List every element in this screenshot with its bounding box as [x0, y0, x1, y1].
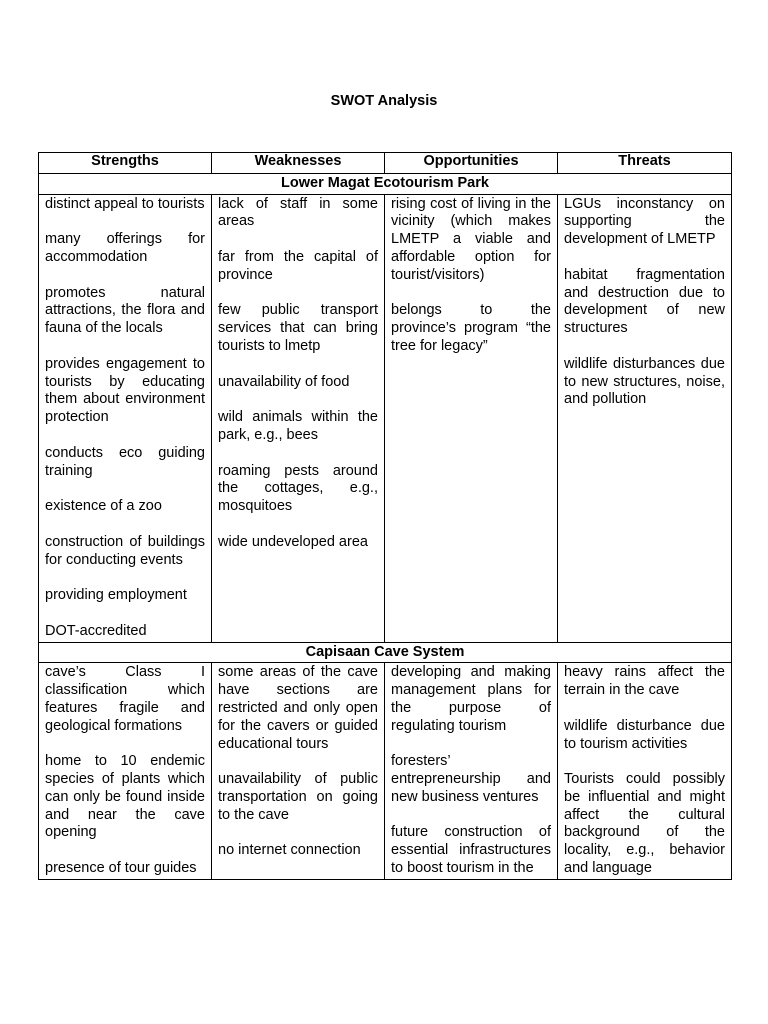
- header-strengths: Strengths: [39, 153, 212, 174]
- section-title: Lower Magat Ecotourism Park: [39, 173, 732, 194]
- weaknesses-cell: [212, 194, 385, 642]
- header-row: [39, 153, 732, 174]
- list-item: wildlife disturbance due to tourism activities: [564, 717, 725, 752]
- header-weaknesses: Weaknesses: [212, 153, 385, 174]
- list-item: far from the capital of province: [218, 248, 378, 283]
- list-item: LGUs inconstancy on supporting the development of LMETP: [564, 195, 725, 248]
- list-item: roaming pests around the cottages, e.g., mosquitoes: [218, 462, 378, 515]
- list-item: presence of tour guides: [45, 860, 197, 877]
- document-title: SWOT Analysis: [330, 93, 438, 109]
- list-item: unavailability of public transportation on going to the cave: [218, 771, 378, 823]
- header-opportunities: Opportunities: [385, 153, 558, 174]
- list-item: rising cost of living in the vicinity (which makes LMETP a viable and affordable option for tourist/visitors): [391, 195, 551, 283]
- list-item: promotes natural attractions, the flora and fauna of the locals: [45, 284, 205, 337]
- swot-table: [38, 152, 732, 880]
- list-item: future construction of essential infrastructures to boost tourism in the: [391, 824, 551, 877]
- strengths-cell: [39, 663, 212, 880]
- weaknesses-cell: [212, 663, 385, 880]
- list-item: DOT-accredited: [45, 622, 147, 639]
- list-item: home to 10 endemic species of plants which can only be found inside and near the cave opening: [45, 753, 205, 841]
- list-item: no internet connection: [218, 842, 361, 859]
- list-item: many offerings for accommodation: [45, 231, 205, 265]
- list-item: conducts eco guiding training: [45, 444, 205, 479]
- opportunities-cell: [385, 194, 558, 642]
- list-item: providing employment: [45, 587, 187, 604]
- section-body-row: [39, 663, 732, 880]
- list-item: habitat fragmentation and destruction due to development of new structures: [564, 266, 725, 337]
- section-row-lmetp: [39, 173, 732, 194]
- opportunities-cell: [385, 663, 558, 880]
- list-item: wild animals within the park, e.g., bees: [218, 409, 378, 443]
- strengths-cell: [39, 194, 212, 642]
- list-item: developing and making management plans for the purpose of regulating tourism: [391, 664, 551, 734]
- list-item: foresters’ entrepreneurship and new business ventures: [391, 753, 551, 805]
- threats-cell: [558, 194, 732, 642]
- list-item: belongs to the province’s program “the tree for legacy”: [391, 302, 551, 354]
- list-item: provides engagement to tourists by educating them about environment protection: [45, 355, 205, 426]
- list-item: cave’s Class I classification which features fragile and geological formations: [45, 664, 205, 734]
- list-item: wide undeveloped area: [218, 533, 368, 550]
- threats-cell: [558, 663, 732, 880]
- list-item: existence of a zoo: [45, 498, 162, 515]
- list-item: wildlife disturbances due to new structures, noise, and pollution: [564, 355, 725, 408]
- section-title: Capisaan Cave System: [39, 642, 732, 663]
- list-item: distinct appeal to tourists: [45, 195, 205, 212]
- list-item: lack of staff in some areas: [218, 195, 378, 230]
- list-item: construction of buildings for conducting events: [45, 533, 205, 568]
- list-item: unavailability of food: [218, 373, 350, 390]
- list-item: few public transport services that can bring tourists to lmetp: [218, 302, 378, 354]
- section-row-capisaan: [39, 642, 732, 663]
- list-item: some areas of the cave have sections are restricted and only open for the cavers or guided educational tours: [218, 664, 378, 752]
- list-item: Tourists could possibly be influential and might affect the cultural background of the locality, e.g., behavior and language: [564, 771, 725, 877]
- header-threats: Threats: [558, 153, 732, 174]
- list-item: heavy rains affect the terrain in the cave: [564, 664, 725, 699]
- section-body-row: [39, 194, 732, 642]
